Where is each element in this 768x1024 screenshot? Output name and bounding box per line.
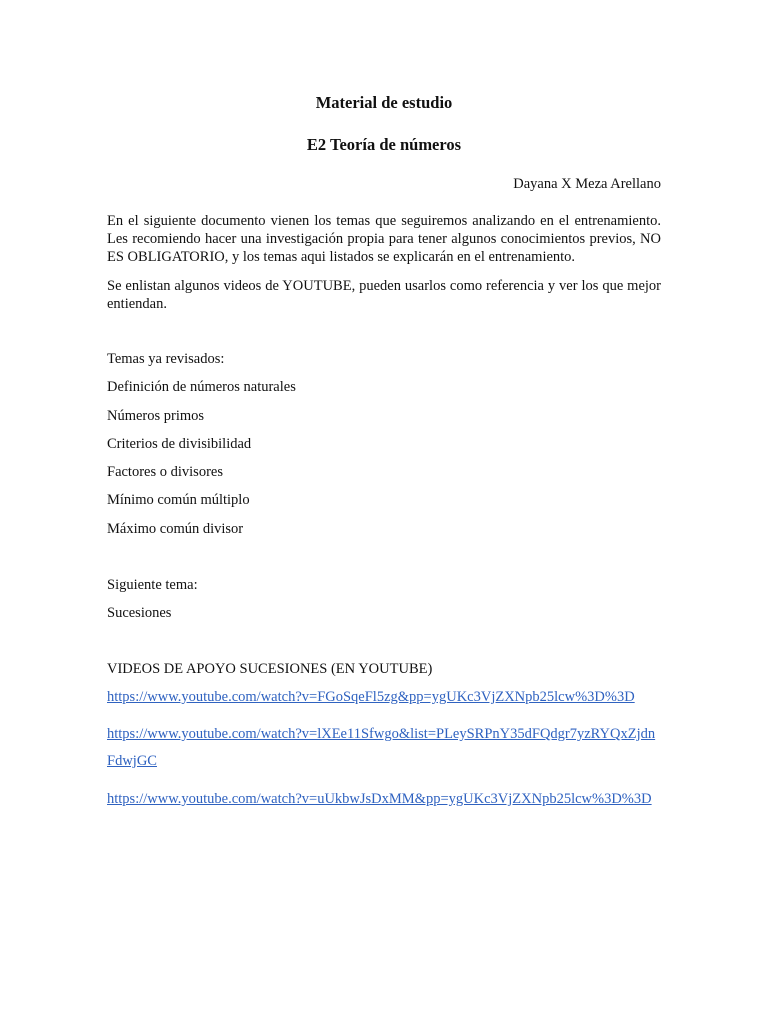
- youtube-link-2[interactable]: https://www.youtube.com/watch?v=lXEe11Sfwgo&list=PLeySRPnY35dFQdgr7yzRYQxZjdnFdwjGC: [107, 726, 656, 769]
- youtube-link-1[interactable]: https://www.youtube.com/watch?v=FGoSqeFl5zg&pp=ygUKc3VjZXNpb25lcw%3D%3D: [107, 689, 635, 705]
- videos-paragraph: Se enlistan algunos videos de YOUTUBE, pueden usarlos como referencia y ver los que mejor entiendan.: [107, 278, 661, 312]
- next-topic: Sucesiones: [107, 605, 172, 621]
- author-name: Dayana X Meza Arellano: [513, 176, 661, 192]
- document-title: Material de estudio: [315, 93, 453, 112]
- intro-paragraph: En el siguiente documento vienen los temas que seguiremos analizando en el entrenamiento. Les recomiendo hacer una investigación propia para tener algunos conocimientos previos, NO ES OBLIGATORIO, y los temas aqui listados se explicarán en el entrenamiento.: [107, 213, 661, 265]
- topic-item: Criterios de divisibilidad: [107, 436, 252, 452]
- videos-heading: VIDEOS DE APOYO SUCESIONES (EN YOUTUBE): [107, 661, 433, 677]
- document-subtitle: E2 Teoría de números: [306, 135, 462, 154]
- next-topic-heading: Siguiente tema:: [107, 577, 198, 593]
- reviewed-topics-heading: Temas ya revisados:: [107, 351, 225, 367]
- topic-item: Números primos: [107, 408, 205, 424]
- topic-item: Máximo común divisor: [107, 521, 244, 537]
- topic-item: Definición de números naturales: [107, 379, 296, 395]
- youtube-link-3[interactable]: https://www.youtube.com/watch?v=uUkbwJsDxMM&pp=ygUKc3VjZXNpb25lcw%3D%3D: [107, 791, 652, 807]
- topic-item: Mínimo común múltiplo: [107, 492, 250, 508]
- topic-item: Factores o divisores: [107, 464, 223, 480]
